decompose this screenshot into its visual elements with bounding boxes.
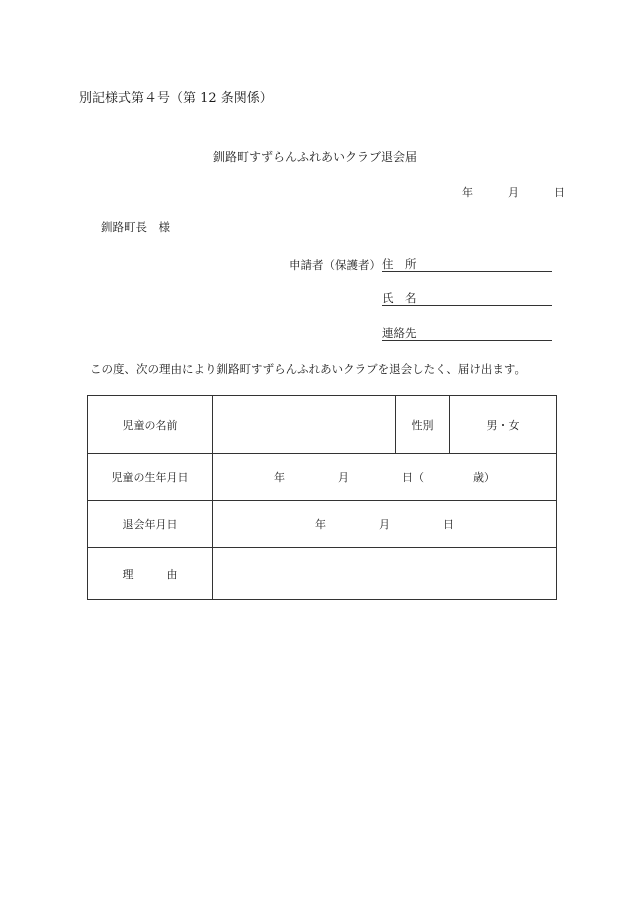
table-row-reason [88,548,557,600]
child-name-cell[interactable] [213,396,396,454]
gender-label: 性別 [396,396,450,454]
birthdate-day: 日（ [402,471,424,484]
reason-label: 理 由 [88,548,213,600]
birthdate-month: 月 [338,471,349,484]
withdrawal-statement: この度、次の理由により釧路町すずらんふれあいクラブを退会したく、届け出ます。 [90,362,526,376]
withdrawal-date-label: 退会年月日 [88,501,213,548]
gender-options[interactable]: 男・女 [450,396,557,454]
addressee: 釧路町長 様 [101,220,170,234]
withdrawal-form-table [87,395,557,600]
age-label: 歳） [473,471,495,484]
applicant-label: 申請者（保護者） [289,258,381,272]
document-title: 釧路町すずらんふれあいクラブ退会届 [212,150,418,164]
withdrawal-month: 月 [379,518,390,531]
form-number: 別記様式第４号（第 12 条関係） [79,91,273,106]
reason-cell[interactable] [213,548,557,600]
contact-field[interactable] [382,325,552,341]
child-name-label: 児童の名前 [88,396,213,454]
birthdate-year: 年 [274,471,285,484]
birthdate-cell[interactable] [213,454,557,501]
name-label: 氏 名 [382,291,417,305]
submission-date [462,184,565,200]
withdrawal-year: 年 [315,518,326,531]
address-field[interactable] [382,256,552,272]
submission-year-label: 年 [462,186,473,199]
submission-day-label: 日 [554,186,565,199]
withdrawal-day: 日 [443,518,454,531]
table-row-birthdate [88,454,557,501]
address-label: 住 所 [382,257,417,271]
contact-label: 連絡先 [382,326,417,340]
name-field[interactable] [382,290,552,306]
birthdate-label: 児童の生年月日 [88,454,213,501]
table-row-withdrawal-date [88,501,557,548]
table-row-child-name [88,396,557,454]
withdrawal-date-cell[interactable] [213,501,557,548]
submission-month-label: 月 [508,186,519,199]
